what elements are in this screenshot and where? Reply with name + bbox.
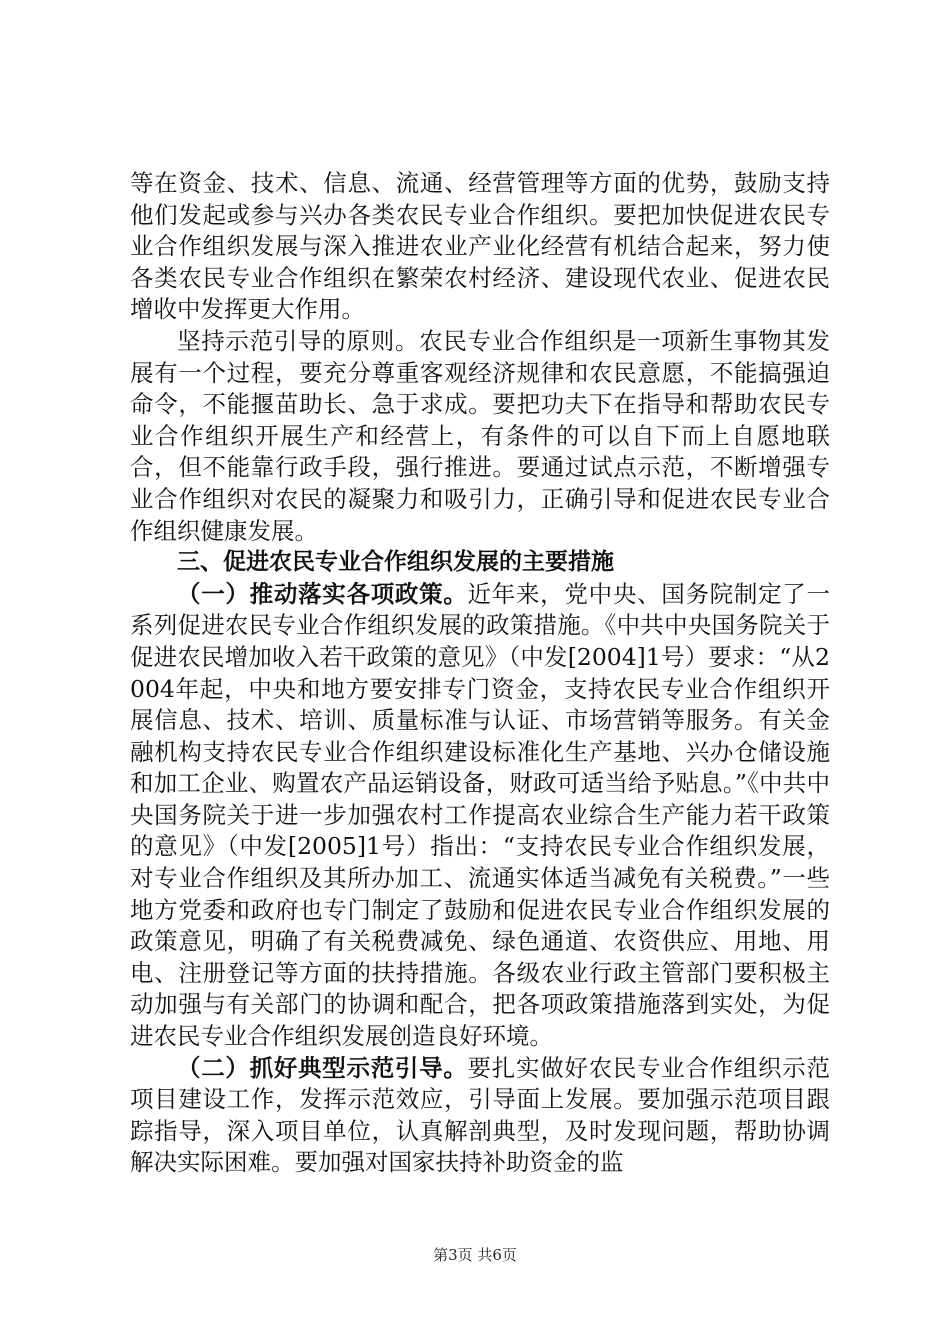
- paragraph-1: [130, 168, 830, 326]
- page-number: 第3页 共6页: [433, 1246, 517, 1264]
- paragraph-3-lead: （一）推动落实各项政策。: [177, 579, 468, 608]
- section-heading: 三、促进农民专业合作组织发展的主要措施: [177, 549, 614, 576]
- paragraph-4-lead: （二）抓好典型示范引导。: [177, 1053, 468, 1082]
- paragraph-4: [130, 1053, 830, 1179]
- paragraph-3: [130, 579, 830, 1053]
- paragraph-4-text: 要扎实做好农民专业合作组织示范项目建设工作，发挥示范效应，引导面上发展。要加强示范项目跟踪指导，深入项目单位，认真解剖典型，及时发现问题，帮助协调解决实际困难。要加强对国家扶持补助资金的监: [130, 1053, 831, 1177]
- paragraph-3-text: 近年来，党中央、国务院制定了一系列促进农民专业合作组织发展的政策措施。《中共中央国务院关于促进农民增加收入若干政策的意见》（中发[2004]1号）要求：“从2004年起，中央和地方要安排专门资金，支持农民专业合作组织开展信息、技术、培训、质量标准与认证、市场营销等服务。有关金融机构支持农民专业合作组织建设标准化生产基地、兴办仓储设施和加工企业、购置农产品运销设备，财政可适当给予贴息。”《中共中央国务院关于进一步加强农村工作提高农业综合生产能力若干政策的意见》（中发[2005]1号）指出：“支持农民专业合作组织发展，对专业合作组织及其所办加工、流通实体适当减免有关税费。”一些地方党委和政府也专门制定了鼓励和促进农民专业合作组织发展的政策意见，明确了有关税费减免、绿色通道、农资供应、用地、用电、注册登记等方面的扶持措施。各级农业行政主管部门要积极主动加强与有关部门的协调和配合，把各项政策措施落到实处，为促进农民专业合作组织发展创造良好环境。: [130, 579, 831, 1051]
- paragraph-2: [130, 326, 830, 547]
- document-body: [130, 168, 830, 1179]
- paragraph-2-text: 坚持示范引导的原则。农民专业合作组织是一项新生事物其发展有一个过程，要充分尊重客观经济规律和农民意愿，不能搞强迫命令，不能揠苗助长、急于求成。要把功夫下在指导和帮助农民专业合作组织开展生产和经营上，有条件的可以自下而上自愿地联合，但不能靠行政手段，强行推进。要通过试点示范，不断增强专业合作组织对农民的凝聚力和吸引力，正确引导和促进农民专业合作组织健康发展。: [130, 326, 830, 545]
- paragraph-1-text: 等在资金、技术、信息、流通、经营管理等方面的优势，鼓励支持他们发起或参与兴办各类农民专业合作组织。要把加快促进农民专业合作组织发展与深入推进农业产业化经营有机结合起来，努力使各类农民专业合作组织在繁荣农村经济、建设现代农业、促进农民增收中发挥更大作用。: [130, 169, 830, 324]
- page-footer: [0, 1244, 950, 1265]
